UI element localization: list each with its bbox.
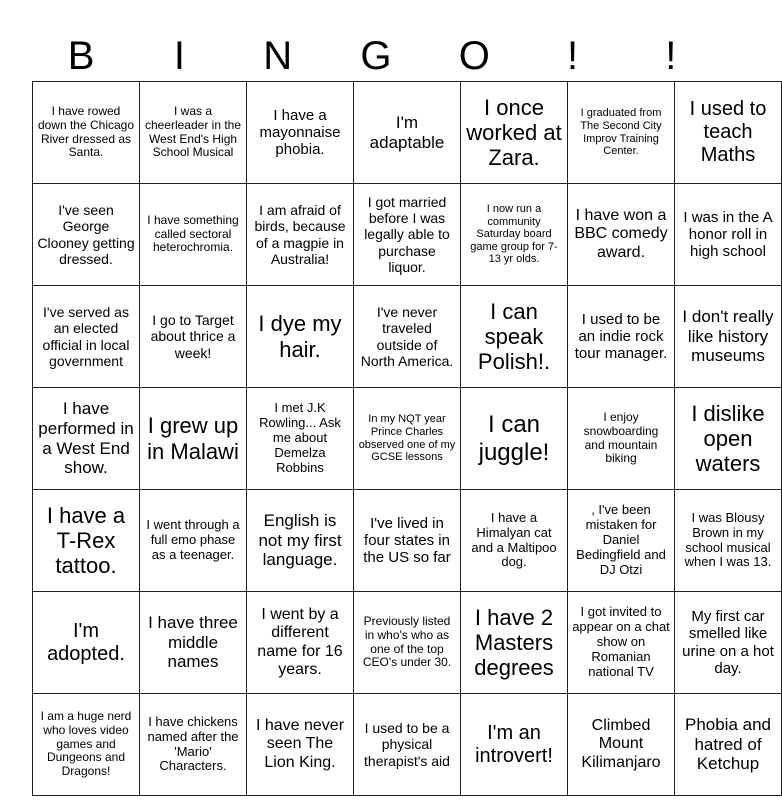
bingo-cell[interactable]: I used to be a physical therapist's aid [354,694,461,796]
bingo-cell[interactable]: I have performed in a West End show. [33,388,140,490]
bingo-cell[interactable]: I was a cheerleader in the West End's High School Musical [140,82,247,184]
bingo-row [33,694,782,796]
bingo-cell[interactable]: English is not my first language. [247,490,354,592]
bingo-cell[interactable]: I used to teach Maths [675,82,782,184]
bingo-cell[interactable]: Climbed Mount Kilimanjaro [568,694,675,796]
bingo-cell[interactable]: I got invited to appear on a chat show on Romanian national TV [568,592,675,694]
bingo-cell[interactable]: I have something called sectoral heterochromia. [140,184,247,286]
header-letter: ! [665,34,677,78]
bingo-cell[interactable]: I go to Target about thrice a week! [140,286,247,388]
header-letter: G [360,34,392,78]
bingo-row [33,184,782,286]
header-letter: I [173,34,185,78]
bingo-cell[interactable]: I have 2 Masters degrees [461,592,568,694]
header-letter: ! [566,34,579,78]
bingo-cell[interactable]: I'm adaptable [354,82,461,184]
bingo-row [33,490,782,592]
bingo-cell[interactable]: I'm adopted. [33,592,140,694]
bingo-cell[interactable]: I met J.K Rowling... Ask me about Demelza Robbins [247,388,354,490]
bingo-row [33,82,782,184]
bingo-cell[interactable]: My first car smelled like urine on a hot day. [675,592,782,694]
bingo-cell[interactable]: I was in the A honor roll in high school [675,184,782,286]
bingo-cell[interactable]: I have rowed down the Chicago River dressed as Santa. [33,82,140,184]
bingo-cell[interactable]: I can juggle! [461,388,568,490]
bingo-cell[interactable]: I enjoy snowboarding and mountain biking [568,388,675,490]
bingo-cell[interactable]: I can speak Polish!. [461,286,568,388]
bingo-cell[interactable]: I used to be an indie rock tour manager. [568,286,675,388]
bingo-header [32,30,720,82]
bingo-cell[interactable]: I've never traveled outside of North America. [354,286,461,388]
bingo-cell[interactable]: I got married before I was legally able to purchase liquor. [354,184,461,286]
bingo-cell[interactable]: I have a T-Rex tattoo. [33,490,140,592]
bingo-row [33,286,782,388]
bingo-cell[interactable]: I've lived in four states in the US so far [354,490,461,592]
bingo-cell[interactable]: I now run a community Saturday board game group for 7-13 yr olds. [461,184,568,286]
bingo-cell[interactable]: I have chickens named after the 'Mario' Characters. [140,694,247,796]
bingo-cell[interactable]: Phobia and hatred of Ketchup [675,694,782,796]
bingo-cell[interactable]: I grew up in Malawi [140,388,247,490]
header-letter: B [67,34,95,78]
bingo-row [33,592,782,694]
bingo-cell[interactable]: I dislike open waters [675,388,782,490]
bingo-row [33,388,782,490]
bingo-cell[interactable]: I have a Himalyan cat and a Maltipoo dog. [461,490,568,592]
bingo-cell[interactable]: I have three middle names [140,592,247,694]
bingo-cell[interactable]: I don't really like history museums [675,286,782,388]
bingo-cell[interactable]: I once worked at Zara. [461,82,568,184]
bingo-cell[interactable]: I am a huge nerd who loves video games and Dungeons and Dragons! [33,694,140,796]
bingo-cell[interactable]: I went through a full emo phase as a teenager. [140,490,247,592]
bingo-cell[interactable]: I dye my hair. [247,286,354,388]
bingo-cell[interactable]: I have a mayonnaise phobia. [247,82,354,184]
bingo-cell[interactable]: I went by a different name for 16 years. [247,592,354,694]
bingo-cell[interactable]: Previously listed in who's who as one of the top CEO's under 30. [354,592,461,694]
bingo-cell[interactable]: I have won a BBC comedy award. [568,184,675,286]
header-letter: O [458,34,490,78]
bingo-cell[interactable]: I have never seen The Lion King. [247,694,354,796]
bingo-cell[interactable]: I am afraid of birds, because of a magpie in Australia! [247,184,354,286]
bingo-cell[interactable]: , I've been mistaken for Daniel Bedingfield and DJ Otzi [568,490,675,592]
bingo-grid [32,81,782,796]
bingo-cell[interactable]: I've seen George Clooney getting dressed. [33,184,140,286]
header-letter: N [263,34,293,78]
bingo-cell[interactable]: I was Blousy Brown in my school musical when I was 13. [675,490,782,592]
bingo-cell[interactable]: In my NQT year Prince Charles observed one of my GCSE lessons [354,388,461,490]
bingo-cell[interactable]: I'm an introvert! [461,694,568,796]
bingo-cell[interactable]: I graduated from The Second City Improv Training Center. [568,82,675,184]
bingo-cell[interactable]: I've served as an elected official in local government [33,286,140,388]
